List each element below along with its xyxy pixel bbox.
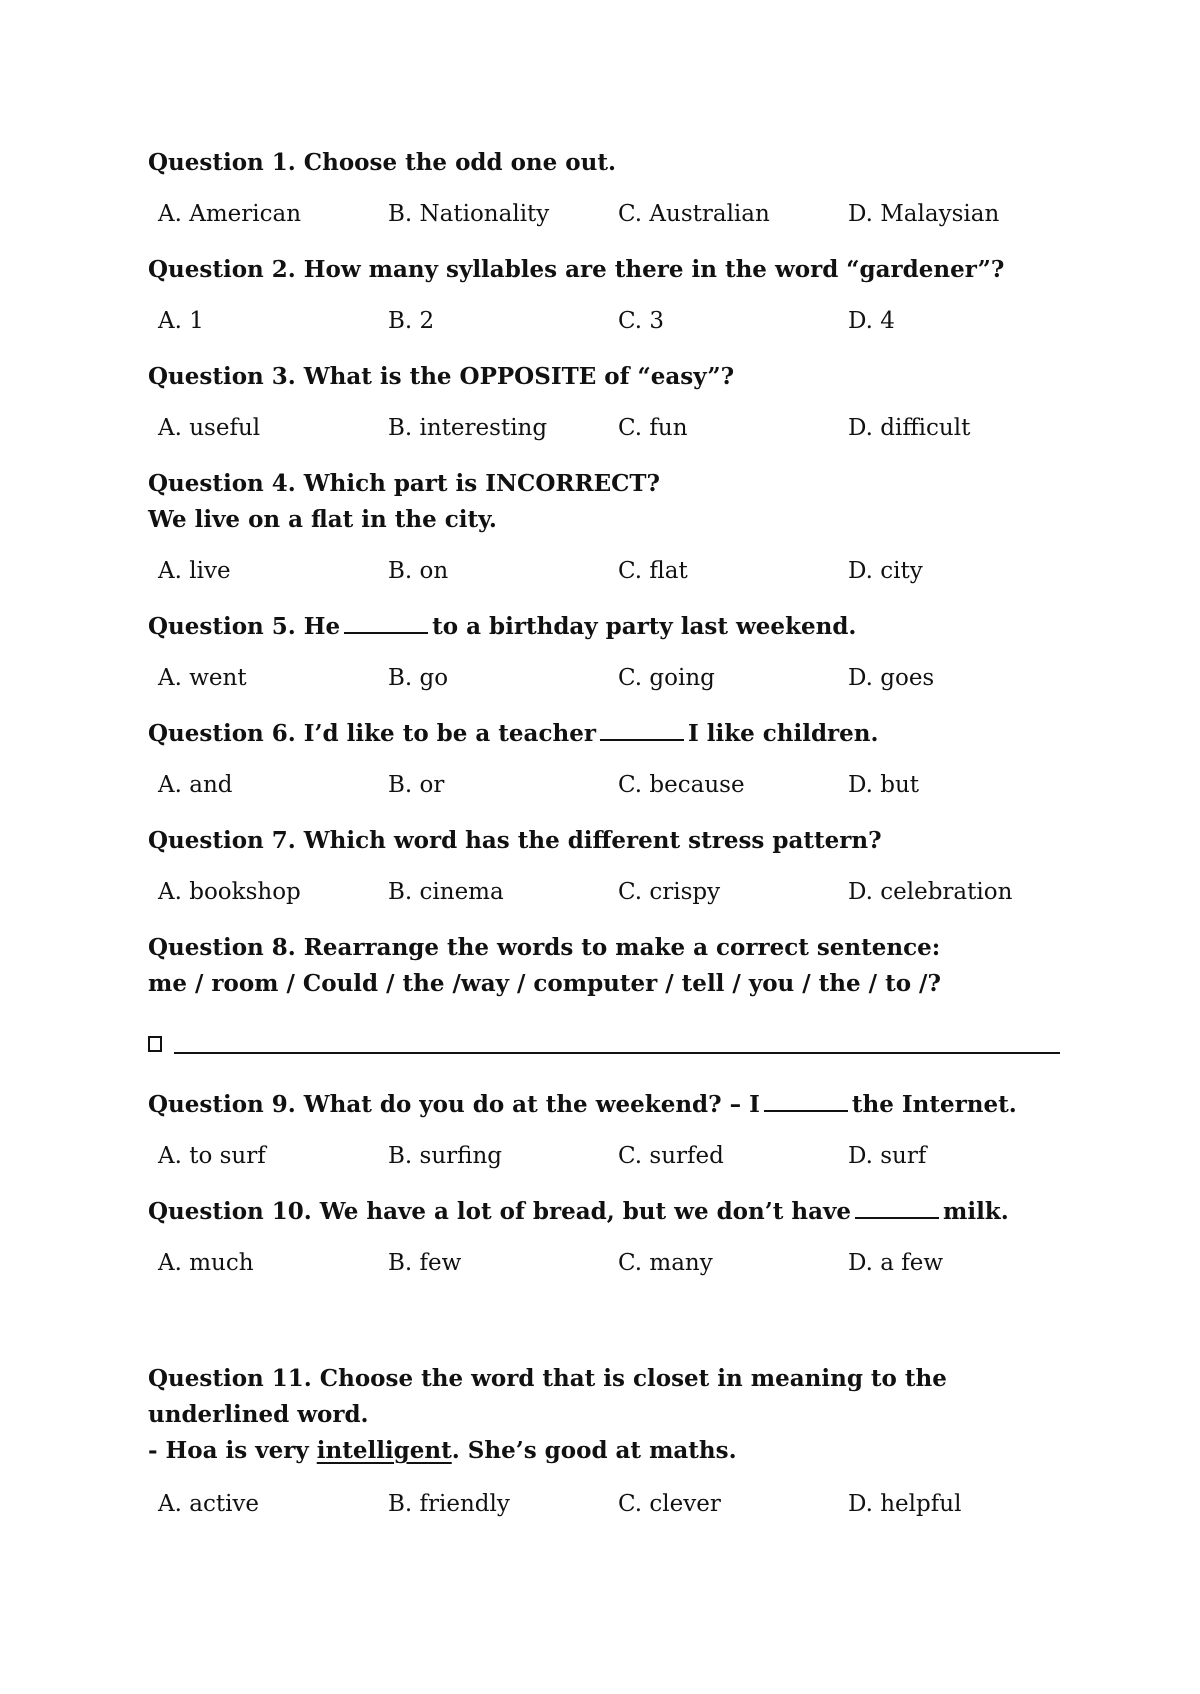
option-a[interactable]: A. 1	[158, 308, 204, 334]
question-5	[148, 609, 1058, 645]
option-b[interactable]: B. go	[388, 665, 449, 691]
question-9-options	[148, 1140, 1068, 1172]
question-6-text-before: Question 6. I’d like to be a teacher	[148, 720, 596, 747]
question-4	[148, 466, 1058, 538]
option-b[interactable]: B. on	[388, 558, 449, 584]
option-a[interactable]: A. live	[158, 558, 231, 584]
option-b[interactable]: B. or	[388, 772, 445, 798]
question-9-text-before: Question 9. What do you do at the weekend? – I	[148, 1091, 760, 1118]
question-10-options	[148, 1247, 1068, 1279]
option-b[interactable]: B. surfing	[388, 1143, 503, 1169]
option-a[interactable]: A. went	[158, 665, 247, 691]
option-b[interactable]: B. interesting	[388, 415, 548, 441]
question-4-options	[148, 555, 1068, 587]
option-c[interactable]: C. fun	[618, 415, 688, 441]
question-11-options	[148, 1488, 1068, 1520]
option-a[interactable]: A. to surf	[158, 1143, 266, 1169]
sentence-after: . She’s good at maths.	[451, 1437, 737, 1464]
question-11-text: Question 11. Choose the word that is closet in meaning to the underlined word.	[148, 1365, 947, 1428]
question-6-options	[148, 769, 1068, 801]
option-a[interactable]: A. American	[158, 201, 302, 227]
option-b[interactable]: B. 2	[388, 308, 435, 334]
answer-rule	[174, 1052, 1060, 1054]
question-3	[148, 359, 1058, 395]
question-6	[148, 716, 1058, 752]
option-d[interactable]: D. city	[848, 558, 923, 584]
question-6-text-after: I like children.	[687, 720, 879, 747]
question-3-text: Question 3. What is the OPPOSITE of “easy”?	[148, 363, 735, 390]
question-5-options	[148, 662, 1068, 694]
option-d[interactable]: D. a few	[848, 1250, 944, 1276]
option-a[interactable]: A. useful	[158, 415, 261, 441]
option-b[interactable]: B. Nationality	[388, 201, 550, 227]
option-d[interactable]: D. 4	[848, 308, 895, 334]
question-1	[148, 145, 1058, 181]
checkbox-icon	[148, 1036, 162, 1052]
option-b[interactable]: B. cinema	[388, 879, 504, 905]
option-a[interactable]: A. and	[158, 772, 233, 798]
answer-blank[interactable]	[855, 1199, 939, 1219]
question-10-text-before: Question 10. We have a lot of bread, but we don’t have	[148, 1198, 851, 1225]
question-8-text: Question 8. Rearrange the words to make a correct sentence:	[148, 934, 941, 961]
option-a[interactable]: A. bookshop	[158, 879, 301, 905]
answer-line[interactable]	[148, 1026, 1060, 1058]
question-2-options	[148, 305, 1068, 337]
option-c[interactable]: C. flat	[618, 558, 688, 584]
option-d[interactable]: D. difficult	[848, 415, 971, 441]
answer-blank[interactable]	[344, 614, 428, 634]
option-d[interactable]: D. celebration	[848, 879, 1013, 905]
question-9-text-after: the Internet.	[851, 1091, 1017, 1118]
question-8	[148, 930, 1058, 1002]
option-b[interactable]: B. friendly	[388, 1491, 510, 1517]
question-1-options	[148, 198, 1068, 230]
question-4-sentence: We live on a flat in the city.	[148, 506, 497, 533]
option-b[interactable]: B. few	[388, 1250, 462, 1276]
question-7-options	[148, 876, 1068, 908]
question-4-text: Question 4. Which part is INCORRECT?	[148, 470, 661, 497]
option-c[interactable]: C. 3	[618, 308, 665, 334]
question-7-text: Question 7. Which word has the different stress pattern?	[148, 827, 882, 854]
option-c[interactable]: C. Australian	[618, 201, 770, 227]
question-8-words: me / room / Could / the /way / computer / tell / you / the / to /?	[148, 970, 941, 997]
question-11	[148, 1361, 1058, 1469]
option-d[interactable]: D. surf	[848, 1143, 927, 1169]
option-a[interactable]: A. much	[158, 1250, 254, 1276]
option-c[interactable]: C. going	[618, 665, 715, 691]
option-c[interactable]: C. clever	[618, 1491, 721, 1517]
question-5-text-after: to a birthday party last weekend.	[432, 613, 857, 640]
option-c[interactable]: C. many	[618, 1250, 713, 1276]
question-10-text-after: milk.	[943, 1198, 1009, 1225]
option-c[interactable]: C. surfed	[618, 1143, 724, 1169]
option-d[interactable]: D. goes	[848, 665, 935, 691]
sentence-before: - Hoa is very	[148, 1437, 309, 1464]
option-c[interactable]: C. crispy	[618, 879, 721, 905]
question-10	[148, 1194, 1058, 1230]
question-2	[148, 252, 1058, 288]
option-d[interactable]: D. Malaysian	[848, 201, 1000, 227]
answer-blank[interactable]	[764, 1092, 848, 1112]
option-c[interactable]: C. because	[618, 772, 745, 798]
option-a[interactable]: A. active	[158, 1491, 260, 1517]
question-5-text-before: Question 5. He	[148, 613, 341, 640]
option-d[interactable]: D. helpful	[848, 1491, 962, 1517]
question-2-text: Question 2. How many syllables are there in the word “gardener”?	[148, 256, 1005, 283]
question-1-text: Question 1. Choose the odd one out.	[148, 149, 616, 176]
answer-blank[interactable]	[600, 721, 684, 741]
underlined-word: intelligent	[316, 1437, 452, 1464]
option-d[interactable]: D. but	[848, 772, 920, 798]
question-3-options	[148, 412, 1068, 444]
question-7	[148, 823, 1058, 859]
question-9	[148, 1087, 1058, 1123]
question-11-sentence	[148, 1433, 1058, 1469]
